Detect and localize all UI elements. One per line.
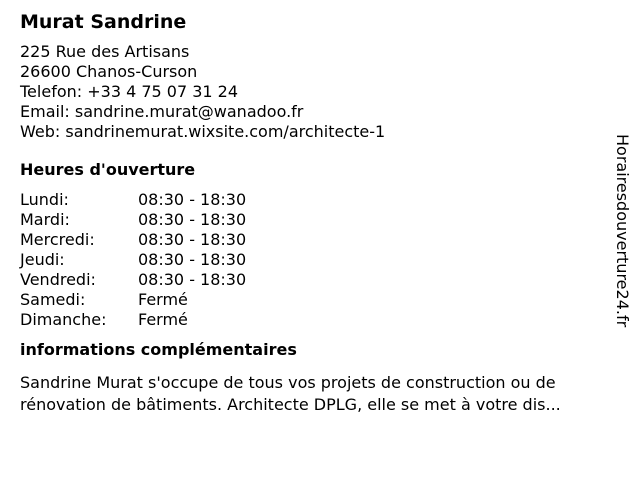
hours-time: Fermé <box>138 290 188 309</box>
email-address: Email: sandrine.murat@wanadoo.fr <box>20 102 304 121</box>
hours-day: Vendredi: <box>20 270 96 289</box>
hours-row-thursday <box>20 250 610 270</box>
hours-day: Mardi: <box>20 210 70 229</box>
business-name: Murat Sandrine <box>20 11 187 33</box>
hours-day: Jeudi: <box>20 250 65 269</box>
business-card <box>20 10 610 416</box>
site-brand-label: Horairesdouverture24.fr <box>613 134 632 328</box>
opening-hours-heading: Heures d'ouverture <box>20 160 196 179</box>
website-url: Web: sandrinemurat.wixsite.com/architecte-1 <box>20 122 386 141</box>
hours-time: 08:30 - 18:30 <box>138 250 247 269</box>
hours-row-wednesday <box>20 230 610 250</box>
phone-number: Telefon: +33 4 75 07 31 24 <box>20 82 239 101</box>
hours-row-sunday <box>20 310 610 330</box>
address-city: 26600 Chanos-Curson <box>20 62 198 81</box>
hours-row-saturday <box>20 290 610 310</box>
hours-row-friday <box>20 270 610 290</box>
hours-day: Lundi: <box>20 190 69 209</box>
hours-row-tuesday <box>20 210 610 230</box>
hours-time: 08:30 - 18:30 <box>138 230 247 249</box>
opening-hours-table <box>20 190 610 330</box>
additional-info-heading: informations complémentaires <box>20 340 297 359</box>
hours-day: Dimanche: <box>20 310 107 329</box>
hours-day: Samedi: <box>20 290 86 309</box>
hours-time: 08:30 - 18:30 <box>138 210 247 229</box>
hours-row-monday <box>20 190 610 210</box>
hours-time: Fermé <box>138 310 188 329</box>
hours-day: Mercredi: <box>20 230 95 249</box>
business-description: Sandrine Murat s'occupe de tous vos projets de construction ou de rénovation de bâtiments. Architecte DPLG, elle se met à votre dis... <box>20 373 561 414</box>
hours-time: 08:30 - 18:30 <box>138 190 247 209</box>
address-street: 225 Rue des Artisans <box>20 42 190 61</box>
hours-time: 08:30 - 18:30 <box>138 270 247 289</box>
